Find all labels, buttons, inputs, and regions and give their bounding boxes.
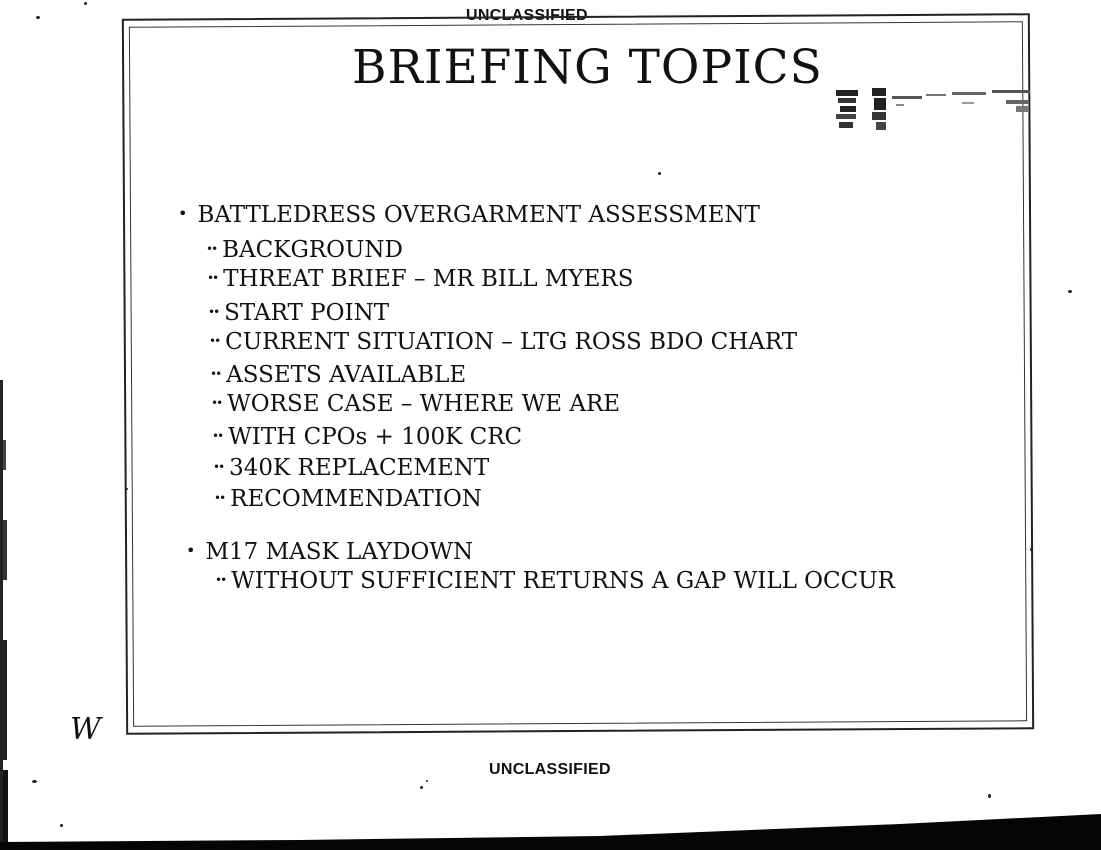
sub-item (211, 389, 620, 420)
topic-item (186, 537, 473, 568)
sub-item (209, 327, 797, 358)
scan-speck (126, 488, 128, 490)
sub-item (207, 264, 633, 295)
sub-bullet-icon: •• (210, 367, 221, 381)
sub-item (214, 484, 482, 515)
sub-item (210, 360, 466, 391)
sub-item (215, 566, 895, 597)
handwritten-mark: W (70, 712, 101, 747)
classification-footer: UNCLASSIFIED (489, 761, 611, 778)
sub-bullet-icon: •• (212, 429, 223, 443)
sub-bullet-icon: •• (215, 573, 226, 587)
sub-item-label: RECOMMENDATION (230, 486, 482, 512)
topic-label: BATTLEDRESS OVERGARMENT ASSESSMENT (197, 202, 760, 228)
scan-speck (1030, 548, 1033, 551)
sub-bullet-icon: •• (209, 334, 220, 348)
scan-speck (32, 780, 37, 783)
bullet-icon: • (178, 204, 188, 223)
scan-speck (1068, 290, 1072, 293)
sub-bullet-icon: •• (207, 271, 218, 285)
scan-speck (420, 786, 423, 789)
scan-speck (426, 780, 428, 782)
scan-speck (988, 794, 991, 798)
scan-speck (60, 824, 63, 827)
bullet-icon: • (186, 541, 196, 560)
sub-bullet-icon: •• (208, 305, 219, 319)
sub-bullet-icon: •• (211, 396, 222, 410)
sub-item (206, 235, 403, 266)
sub-item-label: WORSE CASE – WHERE WE ARE (227, 391, 621, 417)
sub-item-label: 340K REPLACEMENT (229, 455, 490, 481)
sub-item-label: ASSETS AVAILABLE (226, 362, 467, 388)
slide-title: BRIEFING TOPICS (352, 40, 823, 95)
sub-item-label: WITHOUT SUFFICIENT RETURNS A GAP WILL OCCUR (231, 568, 895, 594)
topic-item (178, 200, 760, 231)
topic-label: M17 MASK LAYDOWN (205, 539, 474, 565)
scan-edge-artifact (0, 380, 8, 850)
sub-item (208, 298, 389, 329)
sub-bullet-icon: •• (214, 491, 225, 505)
scan-bottom-band (0, 810, 1101, 850)
sub-bullet-icon: •• (213, 460, 224, 474)
sub-item-label: BACKGROUND (222, 237, 403, 263)
scan-speck (84, 2, 87, 5)
sub-item (212, 422, 522, 453)
scan-speck (658, 172, 661, 175)
sub-item-label: CURRENT SITUATION – LTG ROSS BDO CHART (225, 329, 798, 355)
sub-item-label: START POINT (224, 300, 390, 326)
classification-header: UNCLASSIFIED (466, 7, 588, 24)
sub-item-label: THREAT BRIEF – MR BILL MYERS (223, 266, 634, 292)
scan-smudge (836, 88, 1032, 134)
sub-item (213, 453, 489, 484)
sub-item-label: WITH CPOs + 100K CRC (228, 424, 523, 450)
scan-speck (36, 16, 40, 19)
sub-bullet-icon: •• (206, 242, 217, 256)
